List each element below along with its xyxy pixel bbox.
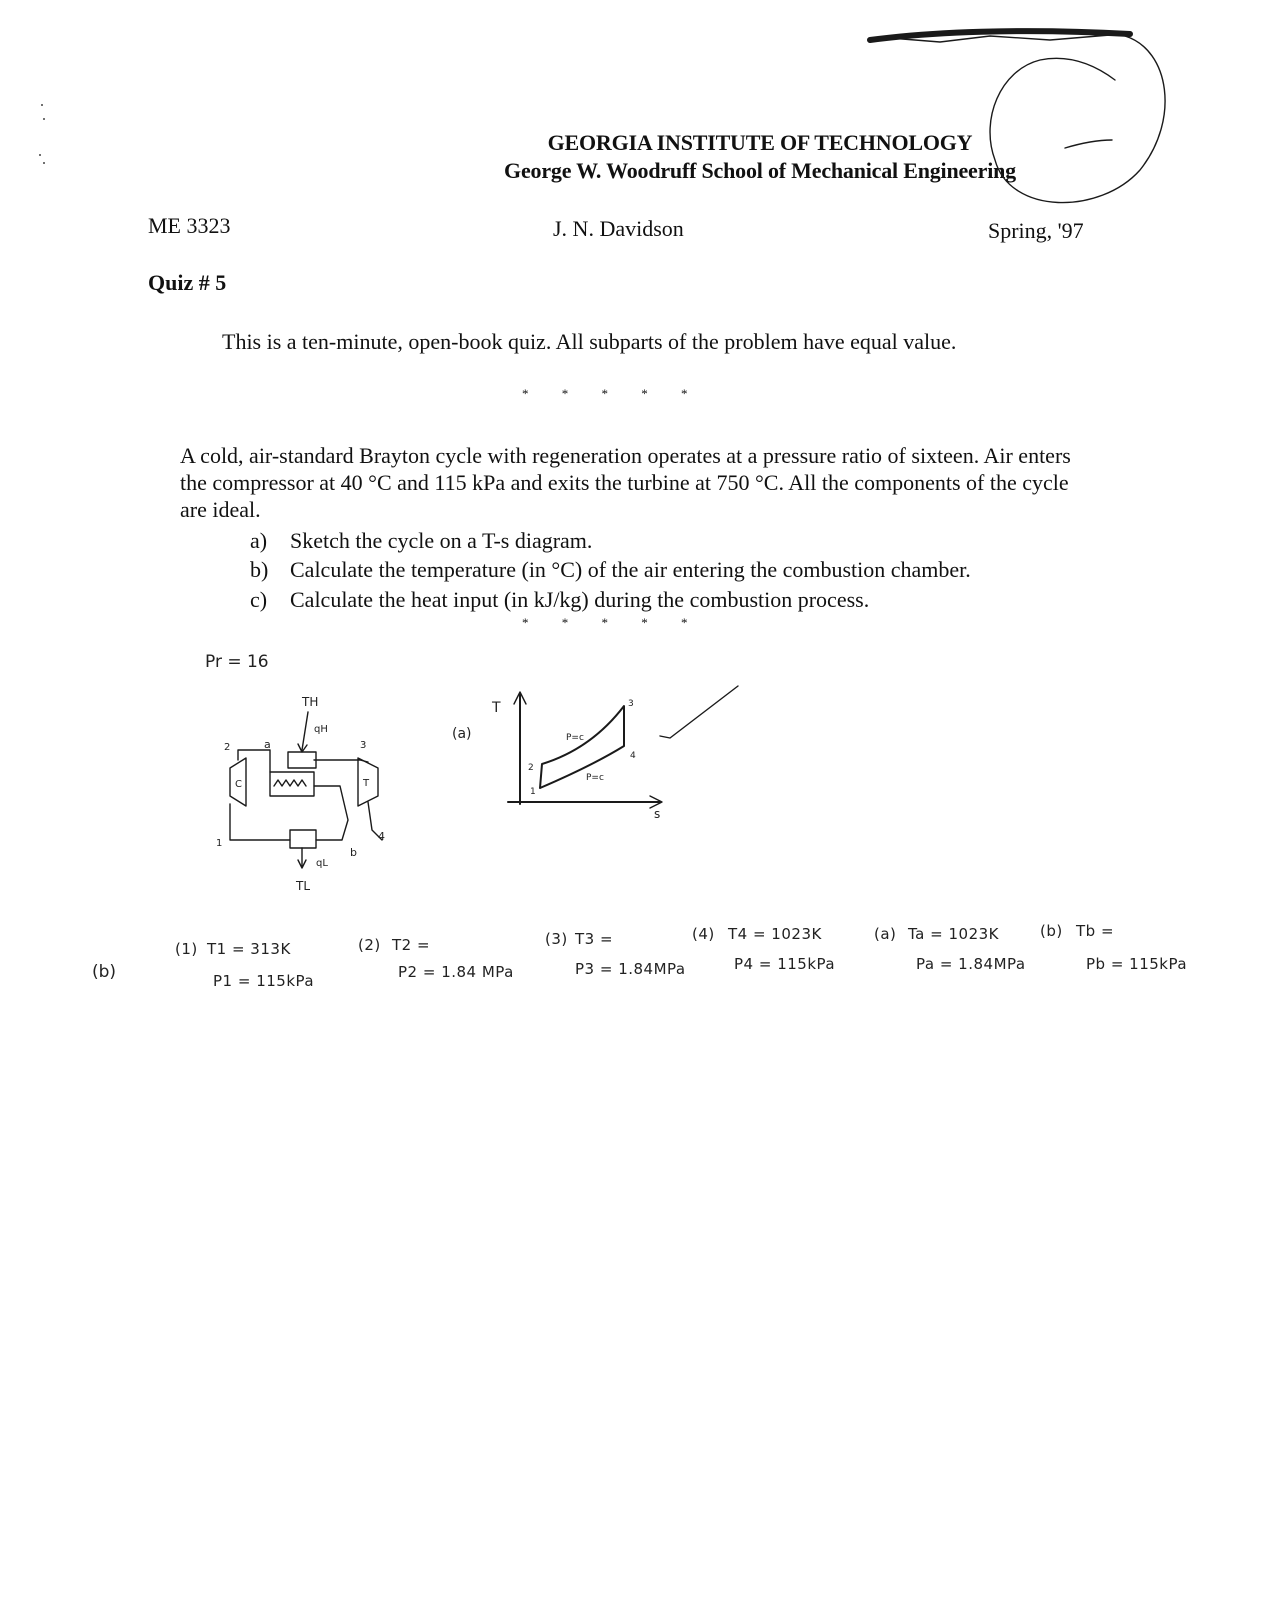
- task-b-label: b): [250, 557, 269, 582]
- task-c: [250, 587, 869, 613]
- task-b: [250, 557, 971, 583]
- schematic-qh-label: qH: [314, 724, 328, 735]
- school-title: George W. Woodruff School of Mechanical Engineering: [504, 158, 1016, 183]
- state-4-label: (4): [692, 925, 715, 943]
- state-b-label: (b): [1040, 922, 1063, 940]
- instructor-name: J. N. Davidson: [553, 216, 684, 241]
- schematic-tl-label: TL: [296, 879, 311, 893]
- task-a: [250, 528, 592, 554]
- ts-part-label: (a): [452, 726, 472, 742]
- state-b-pressure: Pb = 115kPa: [1086, 955, 1188, 973]
- schematic-ql-label: qL: [316, 858, 328, 869]
- node-2: 2: [224, 742, 231, 753]
- node-3: 3: [360, 740, 367, 751]
- state-a-label: (a): [874, 925, 897, 943]
- node-4: 4: [378, 830, 385, 843]
- ts-isobar-low: P=c: [586, 773, 604, 783]
- instructions: This is a ten-minute, open-book quiz. All subparts of the problem have equal value.: [222, 329, 957, 354]
- ts-cycle-path: [540, 706, 624, 788]
- grade-mark: [850, 10, 1190, 220]
- state-3-temp: T3 =: [575, 930, 614, 948]
- check-mark: [660, 686, 738, 738]
- institution-title: GEORGIA INSTITUTE OF TECHNOLOGY: [547, 130, 973, 155]
- state-1-pressure: P1 = 115kPa: [213, 972, 315, 990]
- state-3-pressure: P3 = 1.84MPa: [575, 960, 686, 978]
- node-b: b: [350, 846, 357, 859]
- ts-point-3: 3: [628, 699, 634, 709]
- schematic-th-label: TH: [302, 695, 319, 709]
- state-2-label: (2): [358, 936, 381, 954]
- separator-top: * * * * *: [522, 386, 688, 401]
- task-a-label: a): [250, 528, 268, 553]
- scan-speckles: [30, 95, 60, 175]
- state-4-pressure: P4 = 115kPa: [734, 955, 836, 973]
- node-1: 1: [216, 838, 223, 849]
- ts-s-axis-label: s: [654, 807, 661, 821]
- task-b-text: Calculate the temperature (in °C) of the air entering the combustion chamber.: [290, 557, 971, 582]
- ts-t-axis-label: T: [492, 700, 501, 716]
- course-number: ME 3323: [148, 213, 231, 238]
- state-2-pressure: P2 = 1.84 MPa: [398, 963, 514, 981]
- cooler-box: [290, 830, 316, 848]
- separator-bottom: * * * * *: [522, 615, 688, 630]
- state-a-pressure: Pa = 1.84MPa: [916, 955, 1026, 973]
- ts-point-1: 1: [530, 787, 536, 797]
- state-2-temp: T2 =: [392, 936, 431, 954]
- node-a: a: [264, 738, 271, 751]
- state-1-temp: T1 = 313K: [207, 940, 291, 958]
- compressor-label: C: [235, 779, 242, 790]
- ts-isobar-high: P=c: [566, 733, 584, 743]
- brayton-schematic: [210, 690, 410, 900]
- ts-point-4: 4: [630, 751, 636, 761]
- pressure-ratio-note: Pr = 16: [205, 652, 269, 672]
- ts-point-2: 2: [528, 763, 534, 773]
- part-b-label: (b): [92, 962, 117, 982]
- state-b-temp: Tb =: [1076, 922, 1115, 940]
- state-a-temp: Ta = 1023K: [908, 925, 999, 943]
- state-4-temp: T4 = 1023K: [728, 925, 822, 943]
- term: Spring, '97: [988, 218, 1084, 243]
- ts-diagram: [448, 680, 748, 830]
- turbine-label: T: [363, 778, 370, 789]
- problem-text: A cold, air-standard Brayton cycle with regeneration operates at a pressure ratio of sixteen. Air enters the compressor at 40 °C and 115 kPa and exits the turbine at 750 °C. All the components of the cycle are ideal.: [180, 443, 1071, 522]
- task-a-text: Sketch the cycle on a T-s diagram.: [290, 528, 593, 553]
- state-1-label: (1): [175, 940, 198, 958]
- task-c-text: Calculate the heat input (in kJ/kg) during the combustion process.: [290, 587, 870, 612]
- combustor-box: [288, 752, 316, 768]
- state-3-label: (3): [545, 930, 568, 948]
- task-c-label: c): [250, 587, 268, 612]
- quiz-title: Quiz # 5: [148, 270, 227, 295]
